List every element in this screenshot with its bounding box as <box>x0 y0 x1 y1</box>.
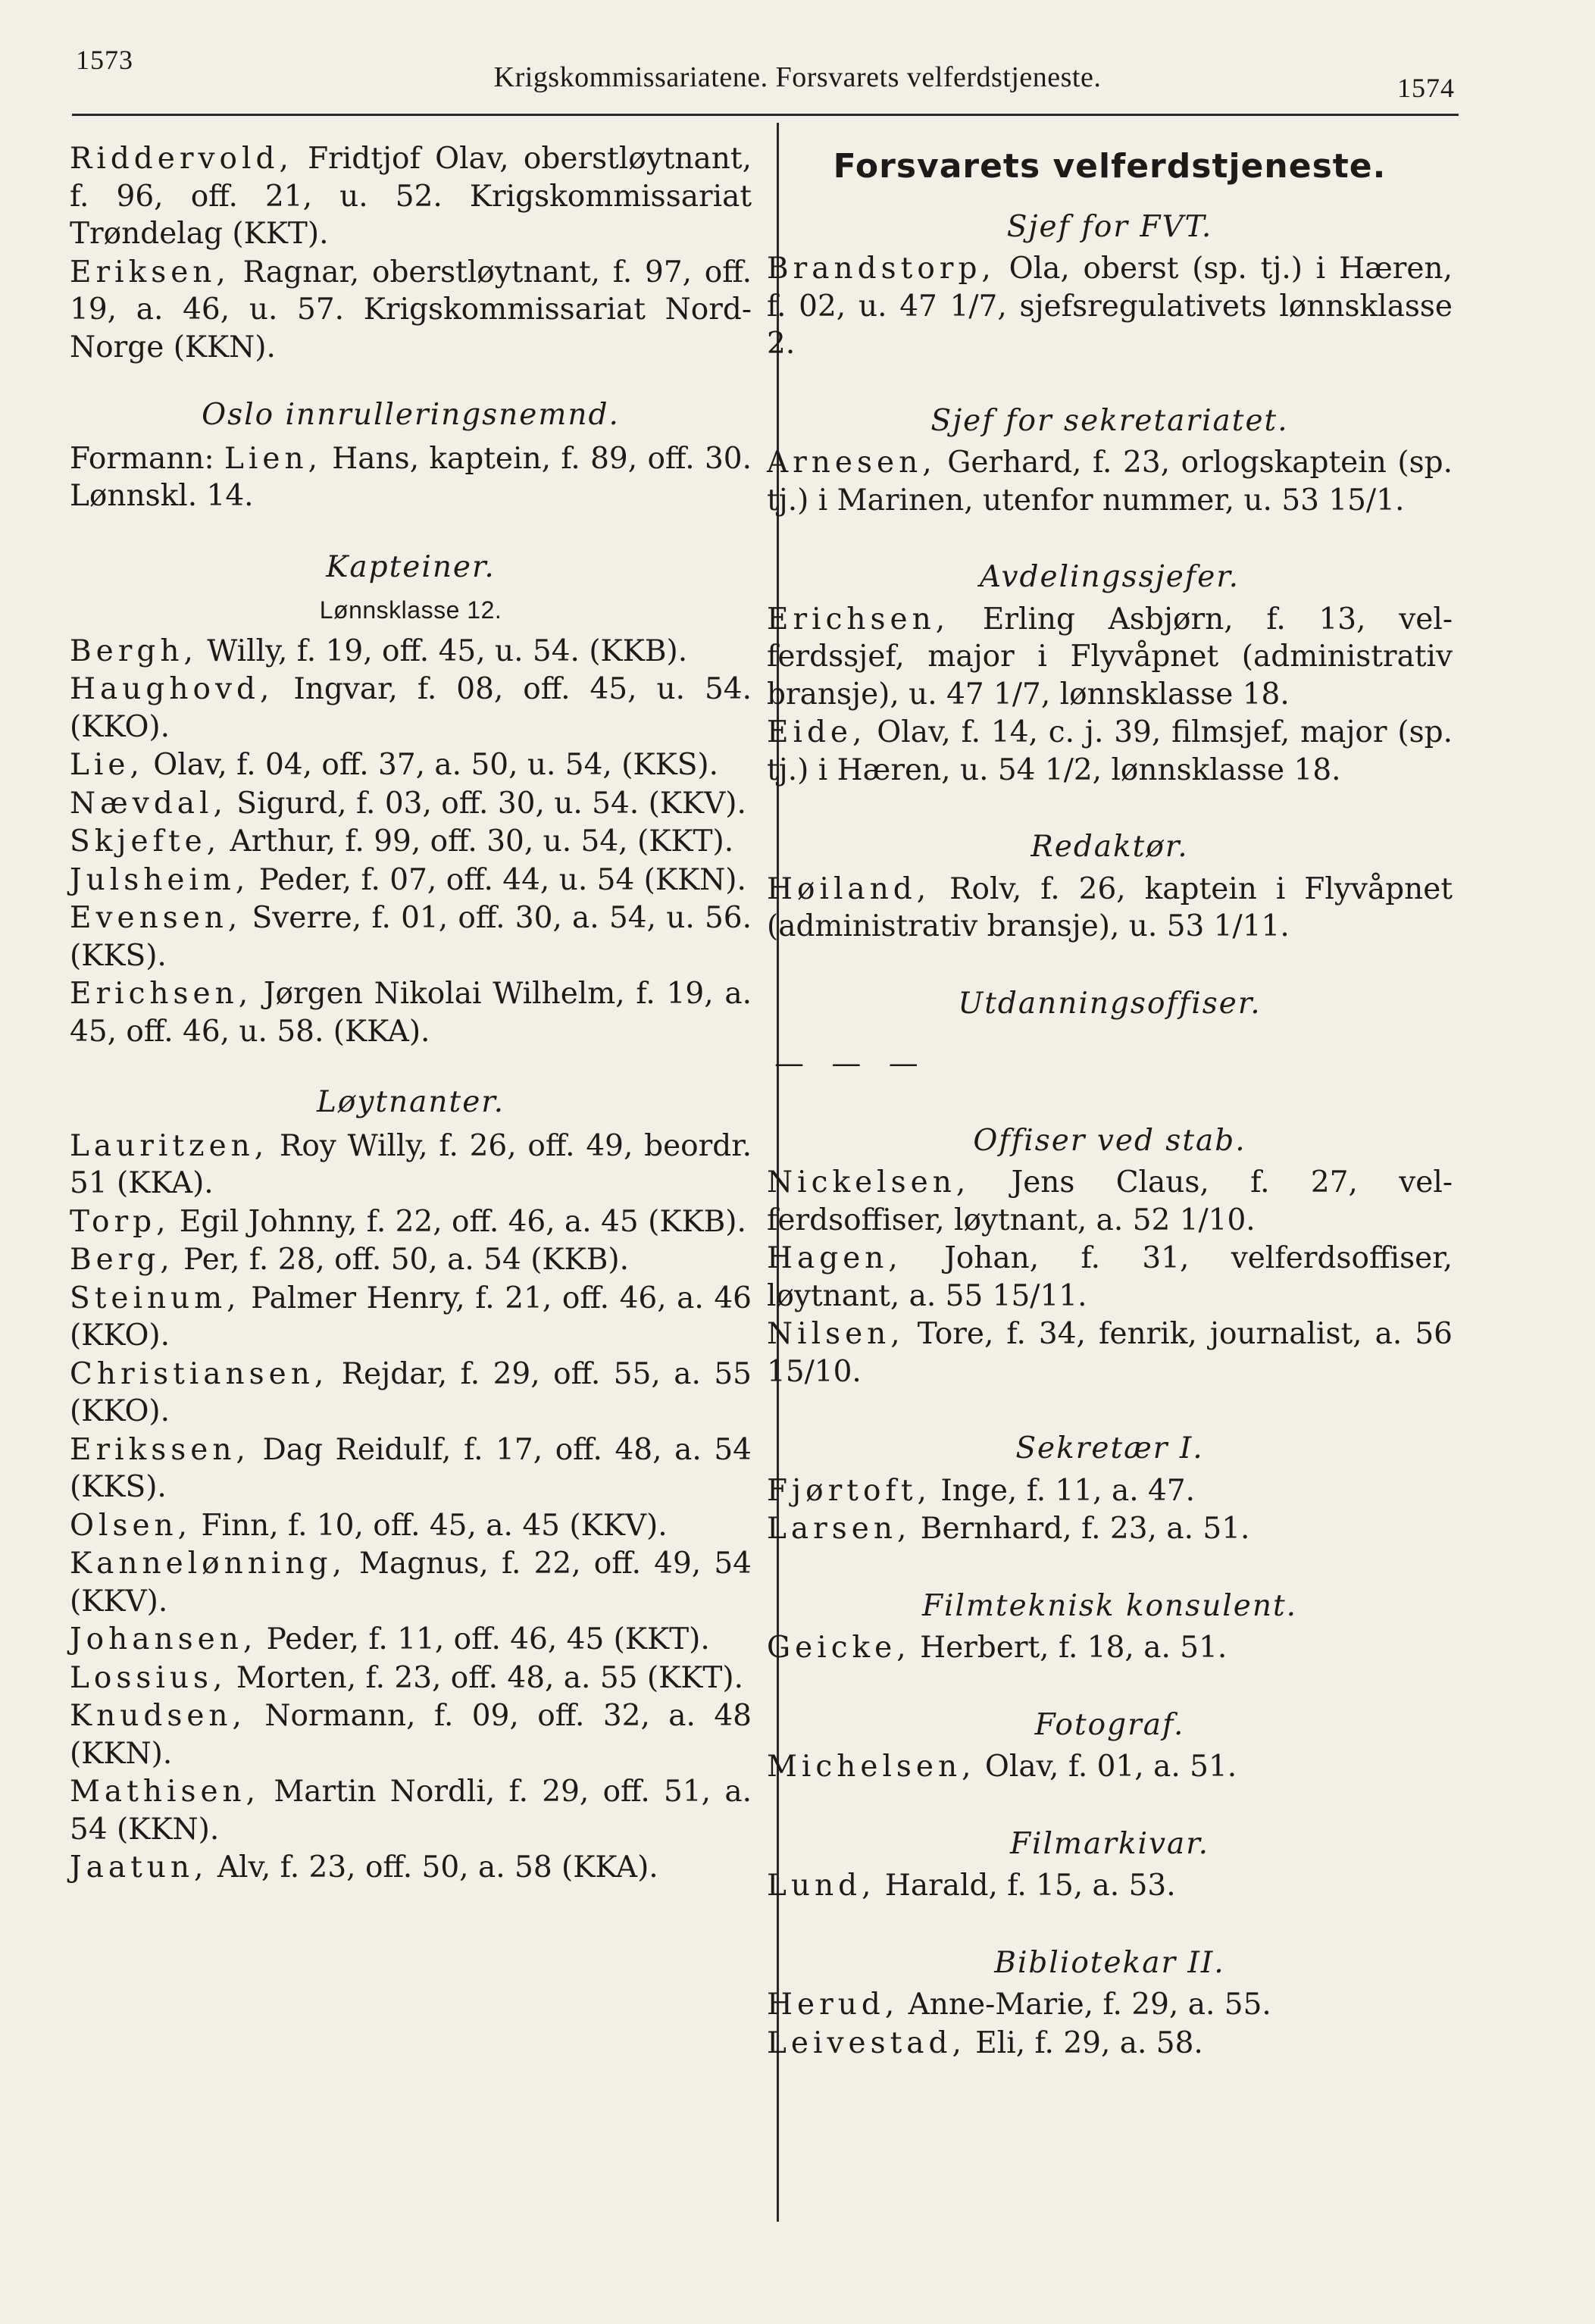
entry-text: Egil Johnny, f. 22, off. 46, a. 45 (KKB). <box>170 1204 746 1239</box>
entry-text: Jørgen Nikolai Wilhelm, f. 19, a. 45, off. 46, u. 58. (KKA). <box>70 977 752 1049</box>
entry-name: Lien, <box>224 441 322 476</box>
entry-name: Erichsen, <box>70 977 253 1011</box>
header-rule <box>72 114 1459 116</box>
directory-entry <box>70 862 752 899</box>
entry-name: Høiland, <box>767 871 931 906</box>
directory-entry <box>767 2025 1453 2063</box>
entry-text: Olav, f. 01, a. 51. <box>975 1750 1237 1784</box>
entry-name: Herud, <box>767 1988 899 2022</box>
entry-text: Dag Reidulf, f. 17, off. 48, a. 54 (KKS). <box>70 1432 752 1504</box>
directory-entry <box>70 1203 752 1241</box>
section-title: Bibliotekar II. <box>994 1945 1225 1980</box>
page-number-left: 1573 <box>76 45 133 75</box>
section-title-loytnanter: Løytnanter. <box>316 1085 505 1119</box>
entry-text: Anne-Marie, f. 29, a. 55. <box>899 1988 1271 2022</box>
entry-name: Lie, <box>70 748 144 782</box>
entry-text: Willy, f. 19, off. 45, u. 54. (KKB). <box>197 633 688 668</box>
oslo-entry <box>70 440 752 515</box>
entry-text: Peder, f. 11, off. 46, 45 (KKT). <box>257 1622 710 1656</box>
entry-text: Eli, f. 29, a. 58. <box>965 2025 1203 2060</box>
entry-name: Michelsen, <box>767 1750 976 1784</box>
entry-name: Christiansen, <box>70 1356 329 1391</box>
entry-name: Mathisen, <box>70 1775 261 1809</box>
entry-text: Arthur, f. 99, off. 30, u. 54, (KKT). <box>220 824 734 859</box>
directory-entry <box>767 1240 1453 1315</box>
directory-entry <box>70 1773 752 1848</box>
directory-entry <box>70 1849 752 1887</box>
directory-entry <box>767 1510 1453 1548</box>
entry-text: Herbert, f. 18, a. 51. <box>910 1631 1228 1665</box>
directory-entry <box>70 1356 752 1431</box>
entry-text: Harald, f. 15, a. 53. <box>875 1869 1176 1903</box>
entry-text: Ragnar, oberstløytnant, f. 97, off. 19, a. 46, u. 57. Krigskommissariat Nord-Norge (KKN). <box>70 255 752 364</box>
entry-text: Bernhard, f. 23, a. 51. <box>911 1512 1250 1546</box>
entry-name: Torp, <box>70 1204 170 1239</box>
entry-text: Martin Nordli, f. 29, off. 51, a. 54 (KKN). <box>70 1775 752 1847</box>
entry-name: Geicke, <box>767 1631 911 1665</box>
directory-entry <box>70 1507 752 1545</box>
directory-entry <box>70 899 752 974</box>
entry-text: Normann, f. 09, off. 32, a. 48 (KKN). <box>70 1699 752 1771</box>
running-header-title: Krigskommissariatene. Forsvarets velferdstjeneste. <box>493 61 1102 93</box>
entry-text: Gerhard, f. 23, orlogskaptein (sp. tj.) i Marinen, utenfor nummer, u. 53 15/1. <box>767 446 1453 518</box>
directory-entry <box>767 1867 1453 1905</box>
entry-text: Sigurd, f. 03, off. 30, u. 54. (KKV). <box>227 786 746 821</box>
directory-entry <box>767 1986 1453 2024</box>
directory-entry <box>70 1128 752 1203</box>
section-title: Redaktør. <box>1030 830 1189 864</box>
entry-text: Magnus, f. 22, off. 49, 54 (KKV). <box>70 1547 752 1619</box>
directory-entry <box>70 1241 752 1279</box>
page-number-right: 1574 <box>1397 73 1455 103</box>
entry-name: Kannelønning, <box>70 1547 346 1581</box>
entry-name: Fjørtoft, <box>767 1473 931 1508</box>
entry-name: Lund, <box>767 1869 876 1903</box>
directory-entry <box>70 823 752 861</box>
vacant-dashes: — — — <box>774 1046 927 1081</box>
entry-name: Brandstorp, <box>767 252 996 286</box>
directory-entry <box>70 140 752 253</box>
directory-entry <box>70 1545 752 1620</box>
entry-text: Olav, f. 04, off. 37, a. 50, u. 54, (KKS). <box>143 748 719 782</box>
entry-name: Johansen, <box>70 1622 258 1656</box>
directory-entry <box>70 1431 752 1506</box>
directory-entry <box>70 975 752 1050</box>
section-title: Utdanningsoffiser. <box>958 986 1262 1021</box>
directory-entry <box>767 1315 1453 1390</box>
entry-text: Fridtjof Olav, oberstløytnant, f. 96, off. 21, u. 52. Krigskommissariat Trøndelag (KKT). <box>70 142 752 251</box>
directory-entry <box>767 1748 1453 1786</box>
section-title: Sekretær I. <box>1015 1431 1204 1465</box>
section-title: Avdelingssjefer. <box>979 560 1240 594</box>
entry-name: Nilsen, <box>767 1317 905 1351</box>
left-top-entries <box>70 140 752 366</box>
directory-entry <box>70 671 752 746</box>
entry-text: Inge, f. 11, a. 47. <box>930 1473 1196 1508</box>
entry-text: Ola, oberst (sp. tj.) i Hæren, f. 02, u. 47 1/7, sjefsregulativets lønnsklasse 2. <box>767 252 1453 361</box>
entry-name: Erichsen, <box>767 602 950 637</box>
entry-text: Sverre, f. 01, off. 30, a. 54, u. 56. (KKS). <box>70 901 752 973</box>
entry-text: Per, f. 28, off. 50, a. 54 (KKB). <box>174 1243 629 1277</box>
directory-entry <box>70 746 752 784</box>
section-title: Filmarkivar. <box>1009 1826 1210 1861</box>
entry-name: Erikssen, <box>70 1432 250 1467</box>
entry-name: Lossius, <box>70 1660 227 1695</box>
directory-entry <box>767 871 1453 946</box>
directory-entry <box>70 1280 752 1355</box>
entry-text: Johan, f. 31, velferdsoffiser, løytnant, a. 55 15/11. <box>767 1241 1453 1313</box>
entry-text: Roy Willy, f. 26, off. 49, beordr. 51 (KKA). <box>70 1128 752 1200</box>
entry-name: Skjefte, <box>70 824 221 859</box>
entry-name: Bergh, <box>70 633 198 668</box>
section-title: Filmteknisk konsulent. <box>921 1588 1298 1623</box>
entry-name: Nævdal, <box>70 786 227 821</box>
right-sections <box>767 208 1453 2063</box>
directory-entry <box>70 1659 752 1697</box>
entry-text: Hans, kaptein, f. 89, off. 30. Lønnskl. 14. <box>70 441 752 513</box>
entry-text: Erling Asbjørn, f. 13, velferdssjef, major i Flyvåpnet (administrativ bransje), u. 47 1/7, lønnsklasse 18. <box>767 602 1453 712</box>
entry-text: Finn, f. 10, off. 45, a. 45 (KKV). <box>192 1508 668 1543</box>
entry-text: Olav, f. 14, c. j. 39, filmsjef, major (sp. tj.) i Hæren, u. 54 1/2, lønnsklasse 18. <box>767 715 1453 787</box>
directory-entry <box>767 601 1453 714</box>
entry-name: Leivestad, <box>767 2025 966 2060</box>
entry-name: Evensen, <box>70 901 242 935</box>
section-subtitle-kapteiner: Lønnsklasse 12. <box>319 596 502 624</box>
entry-text: Tore, f. 34, fenrik, journalist, a. 56 15/10. <box>767 1317 1453 1389</box>
section-title-oslo: Oslo innrulleringsnemnd. <box>202 398 620 432</box>
entry-prefix: Formann: <box>70 441 214 476</box>
directory-entry <box>70 1697 752 1772</box>
entry-text: Ingvar, f. 08, off. 45, u. 54. (KKO). <box>70 672 752 744</box>
entry-name: Riddervold, <box>70 142 293 176</box>
entry-name: Julsheim, <box>70 862 250 897</box>
entry-text: Rejdar, f. 29, off. 55, a. 55 (KKO). <box>70 1356 752 1428</box>
directory-entry <box>767 1164 1453 1239</box>
directory-entry <box>767 1472 1453 1510</box>
right-column <box>767 140 1453 2063</box>
entry-text: Rolv, f. 26, kaptein i Flyvåpnet (administrativ bransje), u. 53 1/11. <box>767 871 1453 943</box>
left-column <box>70 140 752 1888</box>
entry-name: Larsen, <box>767 1512 912 1546</box>
directory-entry <box>70 254 752 367</box>
loytnanter-list <box>70 1128 752 1887</box>
section-title: Sjef for sekretariatet. <box>930 403 1289 438</box>
entry-name: Eriksen, <box>70 255 230 289</box>
directory-entry <box>767 714 1453 789</box>
section-title: Offiser ved stab. <box>973 1123 1246 1158</box>
entry-name: Jaatun, <box>70 1850 208 1885</box>
directory-entry <box>70 785 752 823</box>
directory-entry <box>767 444 1453 519</box>
entry-name: Steinum, <box>70 1281 241 1315</box>
entry-text: Palmer Henry, f. 21, off. 46, a. 46 (KKO). <box>70 1281 752 1353</box>
section-title-kapteiner: Kapteiner. <box>326 549 496 584</box>
entry-name: Knudsen, <box>70 1699 246 1733</box>
entry-name: Lauritzen, <box>70 1128 269 1163</box>
entry-name: Eide, <box>767 715 867 749</box>
section-main-title: Forsvarets velferdstjeneste. <box>833 147 1387 186</box>
entry-text: Peder, f. 07, off. 44, u. 54 (KKN). <box>249 862 746 897</box>
section-title: Sjef for FVT. <box>1006 209 1213 244</box>
directory-entry <box>767 250 1453 363</box>
entry-name: Berg, <box>70 1243 174 1277</box>
entry-name: Haughovd, <box>70 672 274 706</box>
entry-name: Nickelsen, <box>767 1165 971 1200</box>
directory-entry <box>70 633 752 671</box>
entry-text: Alv, f. 23, off. 50, a. 58 (KKA). <box>208 1850 658 1885</box>
entry-name: Arnesen, <box>767 446 937 480</box>
section-title: Fotograf. <box>1034 1707 1185 1742</box>
directory-entry <box>70 1621 752 1659</box>
entry-text: Jens Claus, f. 27, velferdsoffiser, løytnant, a. 52 1/10. <box>767 1165 1453 1237</box>
entry-name: Olsen, <box>70 1508 192 1543</box>
directory-entry <box>767 1629 1453 1667</box>
entry-name: Hagen, <box>767 1241 902 1275</box>
entry-text: Morten, f. 23, off. 48, a. 55 (KKT). <box>227 1660 743 1695</box>
kapteiner-list <box>70 633 752 1051</box>
